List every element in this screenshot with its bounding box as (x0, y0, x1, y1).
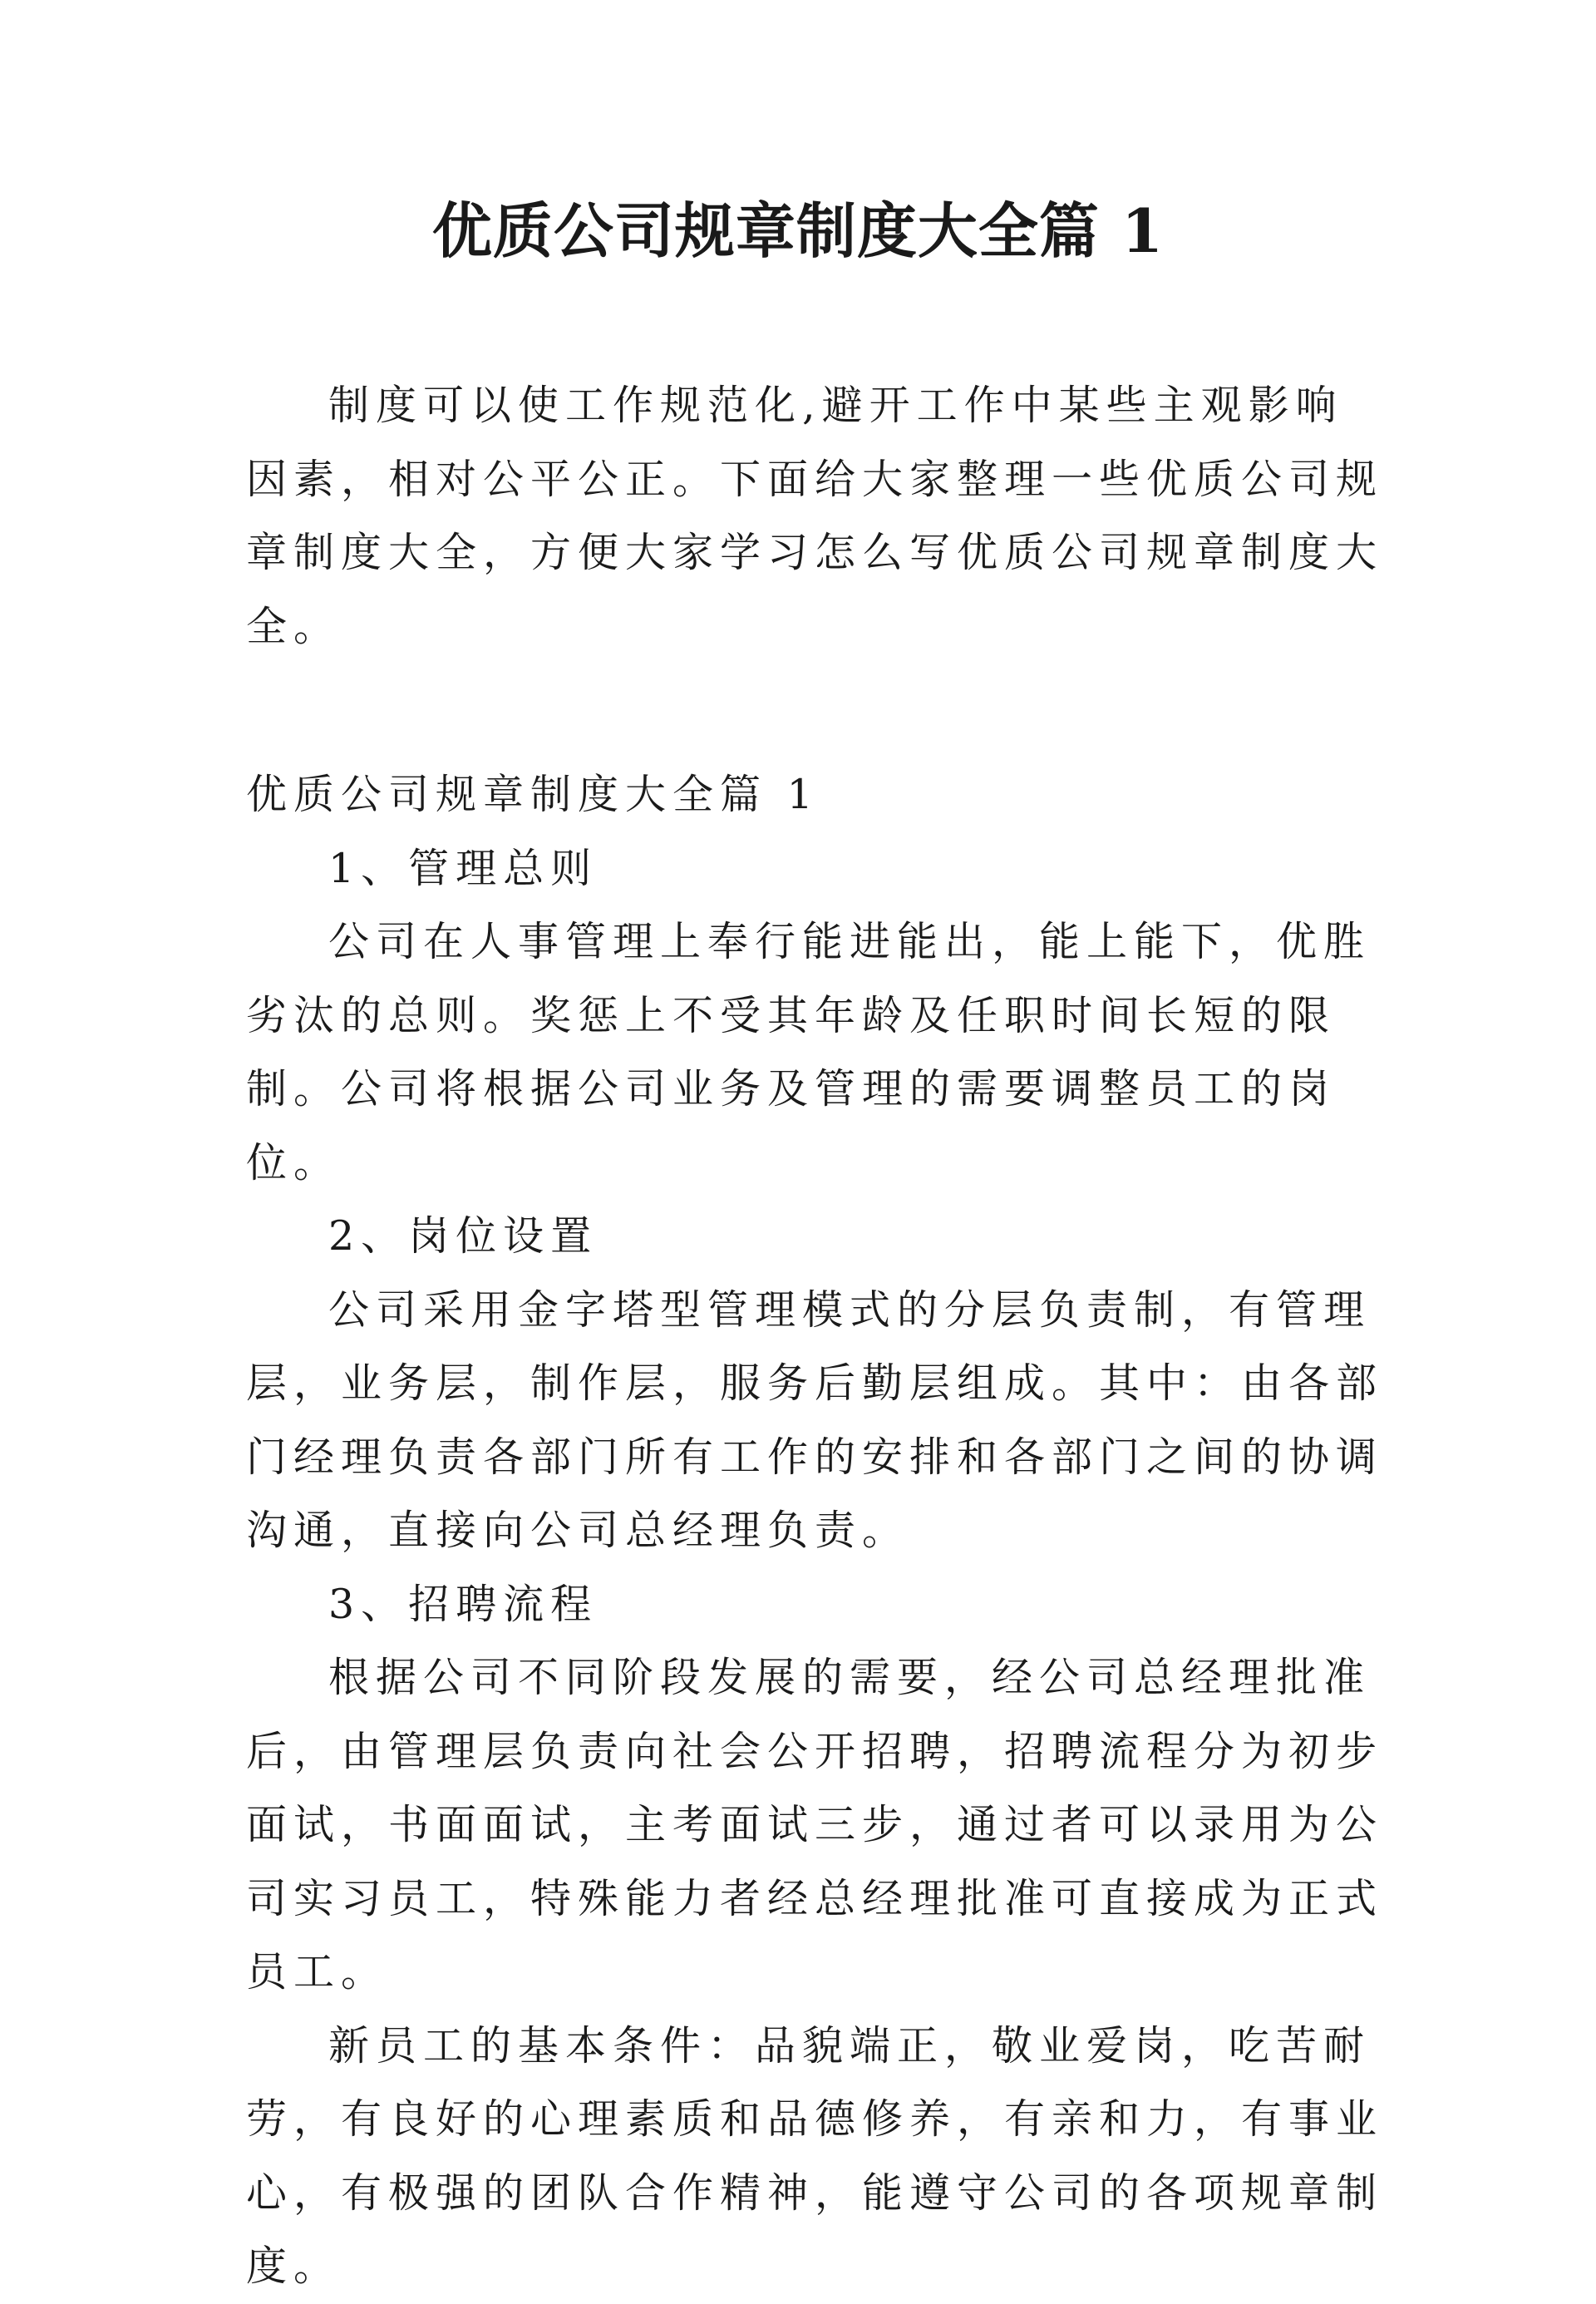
paragraph-general-principles: 公司在人事管理上奉行能进能出，能上能下，优胜劣汰的总则。奖惩上不受其年龄及任职时间长短的限制。公司将根据公司业务及管理的需要调整员工的岗位。 (246, 918, 1372, 1187)
paragraph-new-employee-conditions: 新员工的基本条件：品貌端正，敬业爱岗，吃苦耐劳，有良好的心理素质和品德修养，有亲和力，有事业心，有极强的团队合作精神，能遵守公司的各项规章制度。 (246, 2021, 1384, 2290)
section-title: 优质公司规章制度大全篇 1 (246, 771, 820, 818)
document-body (246, 369, 1385, 2304)
paragraph-recruitment-process: 根据公司不同阶段发展的需要，经公司总经理批准后，由管理层负责向社会公开招聘，招聘流程分为初步面试，书面面试，主考面试三步，通过者可以录用为公司实习员工，特殊能力者经总经理批准可直接成为正式员工。 (246, 1654, 1384, 1996)
heading-recruitment-process: 3、招聘流程 (328, 1580, 598, 1628)
heading-position-setup: 2、岗位设置 (328, 1212, 598, 1260)
intro-paragraph: 制度可以使工作规范化,避开工作中某些主观影响因素，相对公平公正。下面给大家整理一些优质公司规章制度大全，方便大家学习怎么写优质公司规章制度大全。 (246, 382, 1384, 650)
paragraph-position-setup: 公司采用金字塔型管理模式的分层负责制，有管理层，业务层，制作层，服务后勤层组成。其中：由各部门经理负责各部门所有工作的安排和各部门之间的协调沟通，直接向公司总经理负责。 (246, 1285, 1384, 1554)
document-title: 优质公司规章制度大全篇 1 (431, 195, 1165, 266)
heading-general-principles: 1、管理总则 (328, 844, 598, 892)
